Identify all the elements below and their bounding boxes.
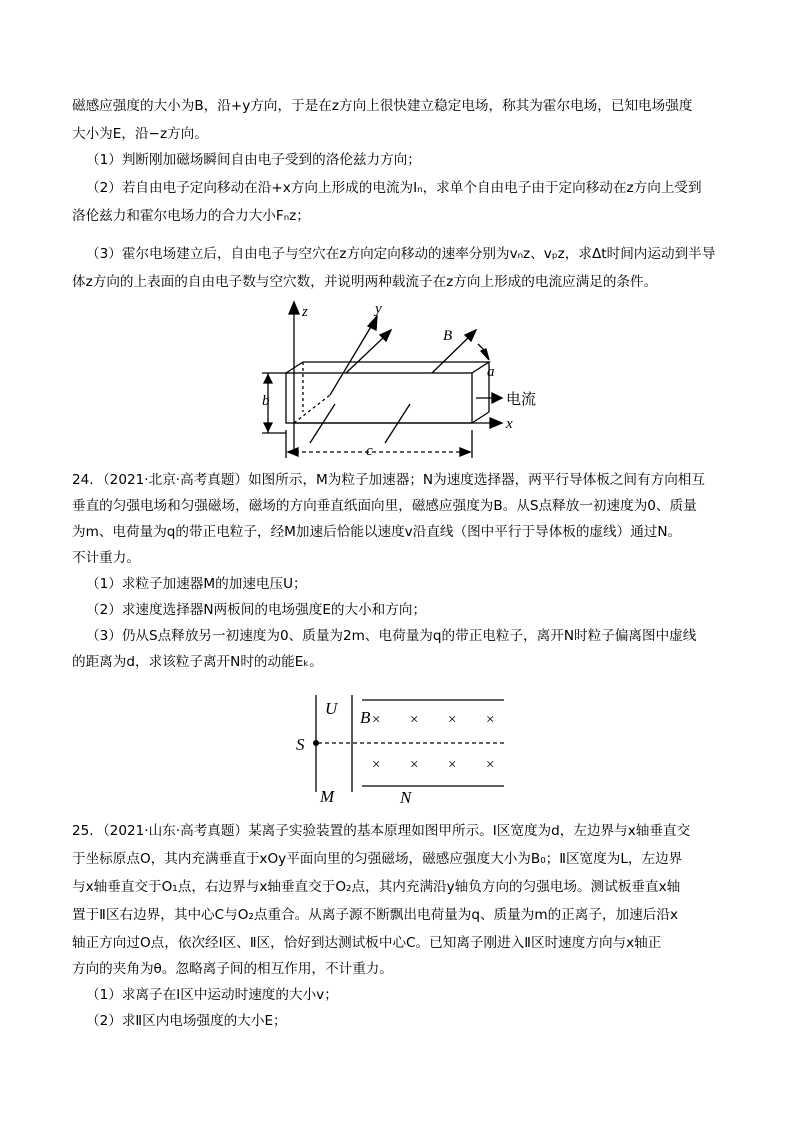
label-M: M	[320, 787, 335, 806]
q24-sub-2: （2）求速度选择器N两板间的电场强度E的大小和方向；	[86, 602, 427, 618]
q24-line-4: 不计重力。	[72, 550, 140, 566]
q25-sub-1: （1）求离子在Ⅰ区中运动时速度的大小v；	[86, 987, 338, 1003]
label-x: x	[506, 416, 513, 432]
label-current: 电流	[506, 390, 537, 408]
q23-line-7: 体z方向的上表面的自由电子数与空穴数，并说明两种载流子在z方向上形成的电流应满足的条件。	[72, 274, 658, 290]
cross: ×	[486, 757, 495, 773]
label-c: c	[366, 443, 373, 459]
q23-line-2: 大小为E，沿−z方向。	[72, 126, 208, 142]
label-B: B	[360, 708, 371, 727]
q25-line-5: 轴正方向过O点，依次经Ⅰ区、Ⅱ区，恰好到达测试板中心C。已知离子刚进入Ⅱ区时速度方向与x轴正	[72, 935, 662, 951]
label-B: B	[443, 328, 453, 344]
q25-line-1: 25．（2021·山东·高考真题）某离子实验装置的基本原理如图甲所示。Ⅰ区宽度为d，左边界与x轴垂直交	[72, 823, 691, 839]
label-N: N	[400, 788, 412, 807]
label-U: U	[325, 699, 338, 718]
q23-sub-3: （3）霍尔电场建立后，自由电子与空穴在z方向定向移动的速率分别为vₙz、vₚz，求Δt时间内运动到半导	[86, 246, 716, 262]
q23-sub-2: （2）若自由电子定向移动在沿+x方向上形成的电流为Iₙ，求单个自由电子由于定向移动在z方向上受到	[86, 180, 702, 196]
q25-line-2: 于坐标原点O，其内充满垂直于xOy平面向里的匀强磁场，磁感应强度大小为B₀；Ⅱ区宽度为L，左边界	[72, 851, 683, 867]
label-b: b	[262, 393, 270, 409]
q24-sub-1: （1）求粒子加速器M的加速电压U；	[86, 576, 307, 592]
cross: ×	[486, 712, 495, 728]
q23-line-5: 洛伦兹力和霍尔电场力的合力大小Fₙz；	[72, 208, 310, 224]
q25-line-4: 置于Ⅱ区右边界，其中心C与O₂点重合。从离子源不断飘出电荷量为q、质量为m的正离子，加速后沿x	[72, 907, 678, 923]
q24-line-1: 24．（2021·北京·高考真题）如图所示，M为粒子加速器；N为速度选择器，两平行导体板之间有方向相互	[72, 472, 705, 488]
q25-sub-2: （2）求Ⅱ区内电场强度的大小E；	[86, 1013, 287, 1029]
q25-line-3: 与x轴垂直交于O₁点，右边界与x轴垂直交于O₂点，其内充满沿y轴负方向的匀强电场。测试板垂直x轴	[72, 879, 681, 895]
q24-line-2: 垂直的匀强电场和匀强磁场，磁场的方向垂直纸面向里，磁感应强度为B。从S点释放一初速度为0、质量	[72, 498, 697, 514]
q24-sub-3: （3）仍从S点释放另一初速度为0、质量为2m、电荷量为q的带正电粒子，离开N时粒子偏离图中虚线	[86, 628, 697, 644]
cross: ×	[372, 712, 381, 728]
q23-line-1: 磁感应强度的大小为B，沿+y方向，于是在z方向上很快建立稳定电场，称其为霍尔电场，已知电场强度	[72, 98, 693, 114]
q25-line-6: 方向的夹角为θ。忽略离子间的相互作用，不计重力。	[72, 961, 393, 977]
cross: ×	[410, 757, 419, 773]
point-S	[313, 740, 319, 746]
cross: ×	[372, 757, 381, 773]
label-a: a	[487, 364, 495, 380]
q24-line-3: 为m、电荷量为q的带正电粒子，经M加速后恰能以速度v沿直线（图中平行于导体板的虚线）通过N。	[72, 524, 682, 540]
q23-sub-1: （1）判断刚加磁场瞬间自由电子受到的洛伦兹力方向；	[86, 152, 421, 168]
label-z: z	[302, 304, 308, 320]
cross: ×	[410, 712, 419, 728]
label-y: y	[375, 301, 382, 317]
label-S: S	[296, 735, 305, 754]
q24-line-8: 的距离为d，求该粒子离开N时的动能Eₖ。	[72, 654, 323, 670]
cross: ×	[448, 757, 457, 773]
cross: ×	[448, 712, 457, 728]
